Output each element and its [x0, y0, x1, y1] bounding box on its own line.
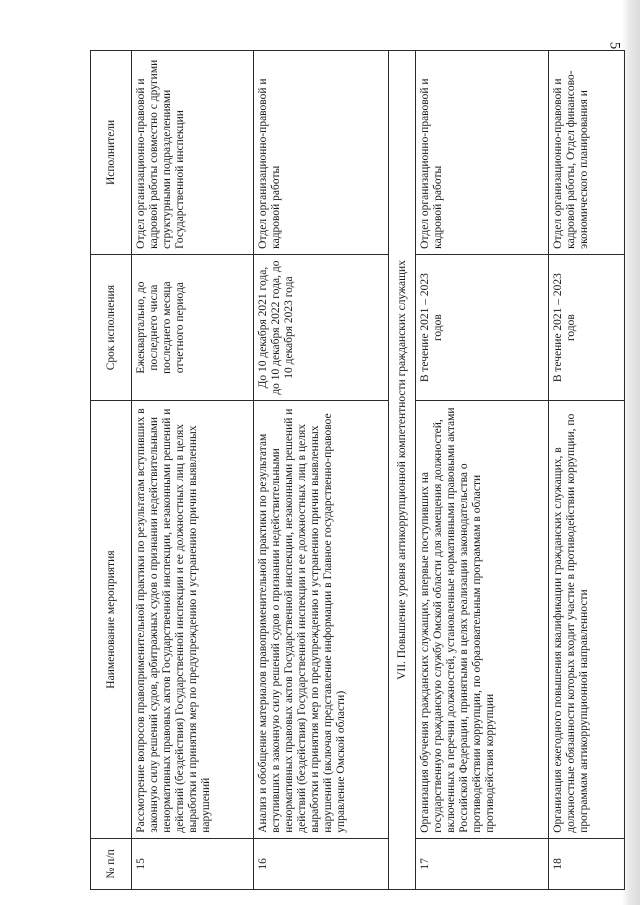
page-number: 5 [606, 41, 623, 50]
section-title: VII. Повышение уровня антикоррупционной компетентности гражданских служащих [389, 51, 415, 890]
row-num: 15 [132, 838, 254, 889]
table-row [415, 51, 548, 890]
rotated-table-container [90, 50, 625, 890]
row-name: Организация обучения гражданских служащих, впервые поступивших на государственную гражданскую службу Омской области для замещения должностей, включенных в перечни должностей, установленные нормативными правовыми актами Российской Федерации, принятыми в целях реализации законодательства о противодействии коррупции, по образовательным программам в области противодействия коррупции [415, 401, 548, 838]
row-executor: Отдел организационно-правовой и кадровой работы [415, 51, 548, 255]
measures-table [90, 50, 625, 890]
row-executor: Отдел организационно-правовой и кадровой работы, Отдел финансово-экономического планирования и [548, 51, 624, 255]
row-term: В течение 2021 – 2023 годов [415, 254, 548, 401]
table-header-row [91, 51, 132, 890]
table-row [254, 51, 389, 890]
row-name: Рассмотрение вопросов правоприменительной практики по результатам вступивших в законную силу решений судов, арбитражных судов о признании недействительными ненормативных правовых актов Государственной инспекции, незаконными решений и действий (бездействия) Государственной инспекции и ее должностных лиц в целях выработки и принятия мер по предупреждению и устранению причин выявленных нарушений [132, 401, 254, 838]
row-term: Ежеквартально, до последнего числа последнего месяца отчетного периода [132, 254, 254, 401]
row-name: Организация ежегодного повышения квалификации гражданских служащих, в должностные обязанности которых входит участие в противодействии коррупции, по программам антикоррупционной направленности [548, 401, 624, 838]
section-heading-row [389, 51, 415, 890]
row-executor: Отдел организационно-правовой и кадровой работы [254, 51, 389, 255]
row-executor: Отдел организационно-правовой и кадровой работы совместно с другими структурными подразделениями Государственной инспекции [132, 51, 254, 255]
row-term: До 10 декабря 2021 года, до 10 декабря 2022 года, до 10 декабря 2023 года [254, 254, 389, 401]
table-row [548, 51, 624, 890]
row-num: 17 [415, 838, 548, 889]
header-term: Срок исполнения [91, 254, 132, 401]
header-executor: Исполнители [91, 51, 132, 255]
row-num: 16 [254, 838, 389, 889]
header-num: № п/п [91, 838, 132, 889]
table-row [132, 51, 254, 890]
row-term: В течение 2021 – 2023 годов [548, 254, 624, 401]
header-name: Наименование мероприятия [91, 401, 132, 838]
row-num: 18 [548, 838, 624, 889]
row-name: Анализ и обобщение материалов правоприменительной практики по результатам вступивших в законную силу решений судов о признании недействительными ненормативных правовых актов Государственной инспекции, незаконными решений и действий (бездействия) Государственной инспекции и ее должностных лиц в целях выработки и принятия мер по предупреждению и устранению причин выявленных нарушений (включая представление информации в Главное государственно-правовое управление Омской области) [254, 401, 389, 838]
